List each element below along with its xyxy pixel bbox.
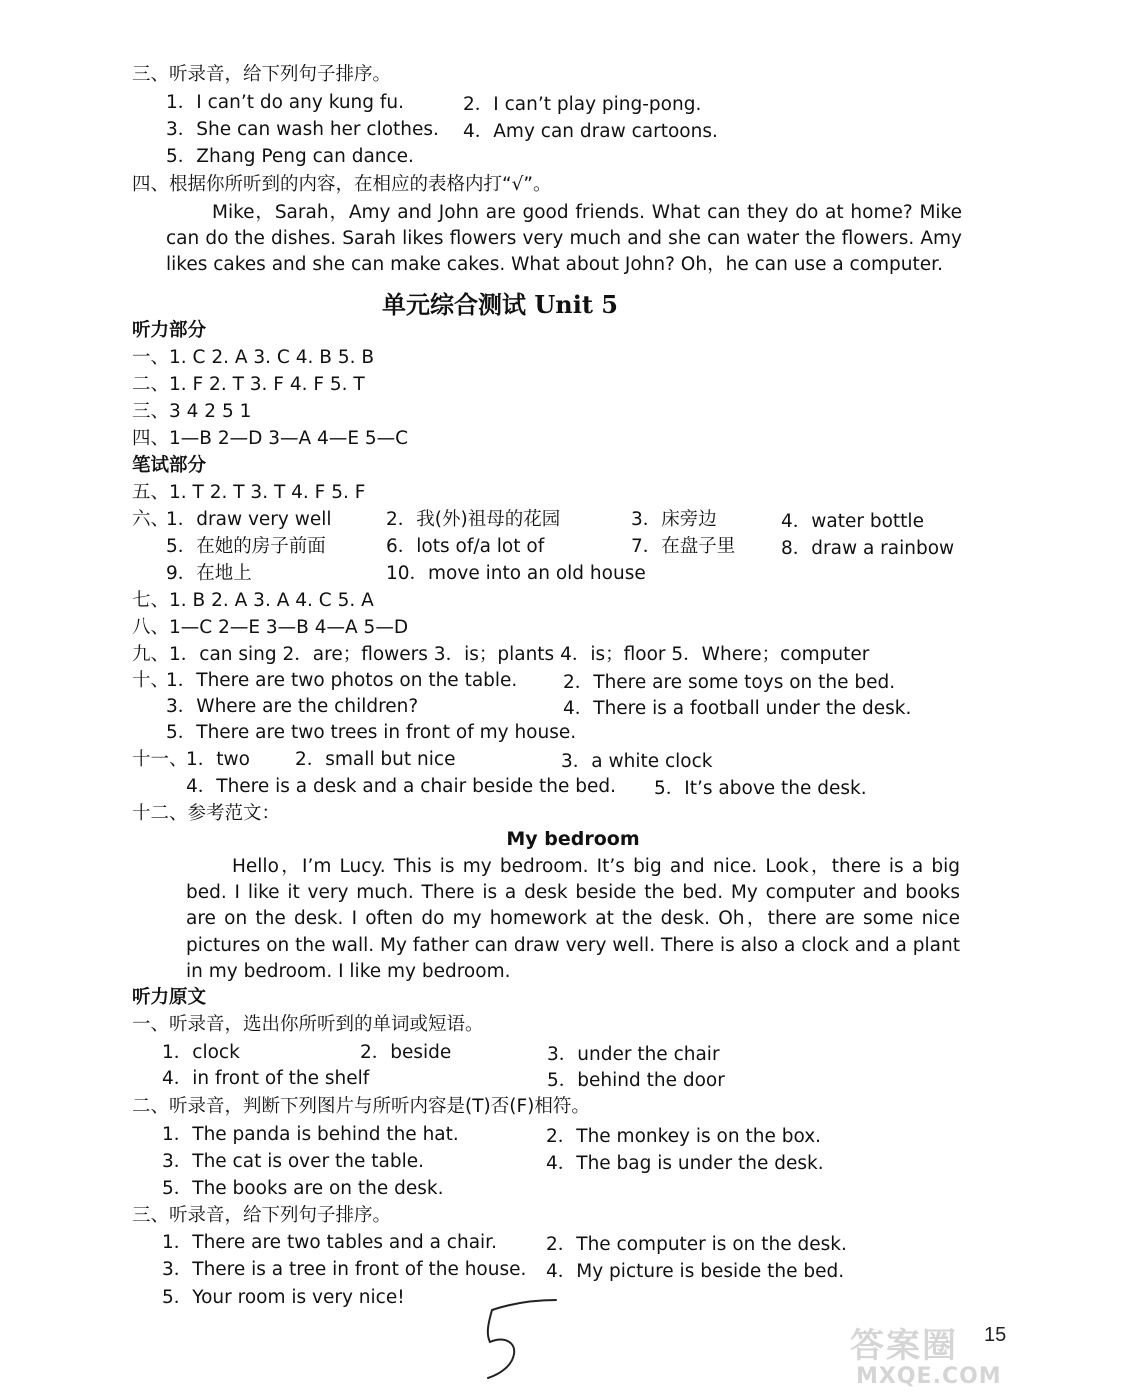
list-item: 1．two [186,749,250,770]
list-item: 5．Zhang Peng can dance. [166,146,414,167]
section-heading: 一、听录音，选出你所听到的单词或短语。 [132,1014,484,1035]
listening-passage: Mike，Sarah，Amy and John are good friends. What can they do at home? Mike can do the dishes. Sarah likes flowers very much and she can water the flowers. Amy likes cakes and she can make cakes. What about John? Oh，he can use a computer. [166,202,962,276]
list-item: 3．She can wash her clothes. [166,119,439,140]
list-item: 4．The bag is under the desk. [546,1153,824,1174]
list-item: 5．There are two trees in front of my house. [166,722,577,743]
part-heading: 笔试部分 [132,455,207,476]
list-item: 4．in front of the shelf [162,1068,370,1089]
answer-line: 五、1. T 2. T 3. T 4. F 5. F [132,482,366,503]
list-item: 1．There are two tables and a chair. [162,1232,497,1253]
list-item: 4．water bottle [781,511,924,532]
list-item: 1．There are two photos on the table. [166,670,518,691]
list-item: 10．move into an old house [386,563,646,584]
list-item: 2．There are some toys on the bed. [563,672,896,693]
list-item: 3．under the chair [547,1044,720,1065]
answer-line: 七、1. B 2. A 3. A 4. C 5. A [132,590,374,611]
list-item: 5．behind the door [547,1070,725,1091]
unit-title: 单元综合测试 Unit 5 [382,290,618,319]
list-item: 1．draw very well [166,509,332,530]
essay-text: Hello，I’m Lucy. This is my bedroom. It’s big and nice. Look，there is a big bed. I like it very much. There is a desk beside the bed. My computer and books are on the desk. I often do my homework at the desk. Oh，there are some nice pictures on the wall. My father can draw very well. There is also a clock and a plant in my bedroom. I like my bedroom. [186,856,960,982]
list-item: 2．I can’t play ping-pong. [463,94,702,115]
list-item: 4．There is a football under the desk. [563,698,912,719]
essay-title: My bedroom [506,828,640,850]
answer-line: 九、1．can sing 2．are；flowers 3．is；plants 4．is；floor 5．Where；computer [132,644,870,665]
page-number: 15 [984,1324,1007,1346]
list-item: 9．在地上 [166,563,252,584]
list-item: 2．small but nice [295,749,456,770]
section-heading: 三、听录音，给下列句子排序。 [132,64,392,85]
list-item: 8．draw a rainbow [781,538,955,559]
list-item: 1．The panda is behind the hat. [162,1124,459,1145]
list-item: 3．a white clock [561,751,713,772]
list-item: 4．My picture is beside the bed. [546,1261,845,1282]
list-item: 2．我(外)祖母的花园 [386,509,561,530]
section-heading: 十二、参考范文： [132,803,281,824]
section-heading: 四、根据你所听到的内容，在相应的表格内打“√”。 [132,174,552,195]
list-item: 3．There is a tree in front of the house. [162,1259,527,1280]
list-item: 3．床旁边 [631,509,717,530]
part-heading: 听力部分 [132,320,207,341]
answer-line: 二、1. F 2. T 3. F 4. F 5. T [132,374,365,395]
list-item: 5．The books are on the desk. [162,1178,444,1199]
list-item: 2．The monkey is on the box. [546,1126,822,1147]
list-item: 1．I can’t do any kung fu. [166,92,405,113]
watermark-logo: 答案圈 [850,1326,958,1366]
list-item: 1．clock [162,1042,240,1063]
list-item: 6．lots of/a lot of [386,536,545,557]
section-heading: 三、听录音，给下列句子排序。 [132,1205,392,1226]
watermark-url: MXQE.COM [856,1364,1002,1389]
list-item: 2．beside [360,1042,452,1063]
list-item: 4．Amy can draw cartoons. [463,121,718,142]
list-item: 7．在盘子里 [631,536,736,557]
list-item: 5．Your room is very nice! [162,1287,405,1308]
list-item: 3．The cat is over the table. [162,1151,424,1172]
answer-line: 一、1. C 2. A 3. C 4. B 5. B [132,347,375,368]
answer-line: 八、1—C 2—E 3—B 4—A 5—D [132,617,409,638]
section-prefix: 六、 [132,509,170,530]
list-item: 3．Where are the children? [166,696,419,717]
answer-line: 四、1—B 2—D 3—A 4—E 5—C [132,428,409,449]
section-prefix: 十一、 [132,749,188,770]
handwritten-mark [470,1296,570,1386]
part-heading: 听力原文 [132,987,207,1008]
section-prefix: 十、 [132,670,170,691]
list-item: 5．It’s above the desk. [654,778,867,799]
list-item: 5．在她的房子前面 [166,536,326,557]
list-item: 4．There is a desk and a chair beside the bed. [186,776,617,797]
section-heading: 二、听录音，判断下列图片与所听内容是(T)否(F)相符。 [132,1096,590,1117]
list-item: 2．The computer is on the desk. [546,1234,847,1255]
answer-line: 三、3 4 2 5 1 [132,401,252,422]
watermark [850,1318,1000,1396]
